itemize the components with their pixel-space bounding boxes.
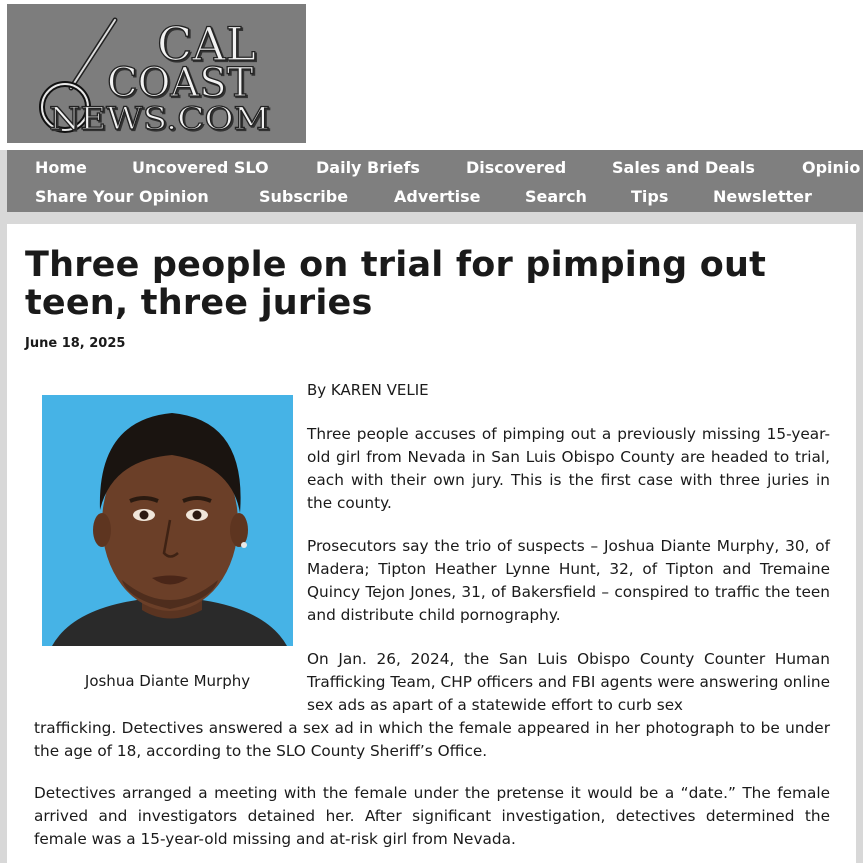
nav-home[interactable]: Home [35,158,87,177]
logo-line1: CAL [157,17,256,71]
nav-discovered[interactable]: Discovered [466,158,567,177]
article-paragraph: trafficking. Detectives answered a sex ad in which the female appeared in her photograph to be under the age of 18, according to the SLO County Sheriff’s Office. [34,719,830,760]
nav-advertise[interactable]: Advertise [394,187,481,206]
mugshot-image [42,395,293,646]
site-logo[interactable] [7,4,306,143]
nav-subscribe[interactable]: Subscribe [259,187,349,206]
photo-caption: Joshua Diante Murphy [84,672,251,690]
top-margin [0,0,7,146]
nav-uncovered-slo[interactable]: Uncovered SLO [132,158,269,177]
article-paragraph: Three people accuses of pimping out a previously missing 15-year-old girl from Nevada in San Luis Obispo County are headed to trial, each with their own jury. This is the first case with three juries in the county. [307,425,830,512]
logo-line2: COAST [107,60,254,106]
article-paragraph: Prosecutors say the trio of suspects – Joshua Diante Murphy, 30, of Madera; Tipton Heather Lynne Hunt, 32, of Tipton and Tremaine Quincy Tejon Jones, 31, of Bakersfield – conspired to traffic the teen and distribute child pornography. [307,537,830,624]
nav-tips[interactable]: Tips [631,187,669,206]
nav-newsletter[interactable]: Newsletter [713,187,812,206]
nav-share-your-opinion[interactable]: Share Your Opinion [35,187,209,206]
article-paragraph: Detectives arranged a meeting with the female under the pretense it would be a “date.” The female arrived and investigators detained her. After significant investigation, detectives determined the female was a 15-year-old missing and at-risk girl from Nevada. [34,784,830,848]
nav-daily-briefs[interactable]: Daily Briefs [316,158,420,177]
article [7,224,856,863]
nav-search[interactable]: Search [525,187,587,206]
article-headline: Three people on trial for pimping out teen, three juries [25,245,766,323]
main-nav [7,150,863,212]
article-byline: By KAREN VELIE [307,381,429,399]
nav-sales-and-deals[interactable]: Sales and Deals [612,158,755,177]
logo-line3: NEWS.COM [49,101,270,137]
logo-graphic [7,4,306,143]
header-gap [0,143,863,150]
header-blank [306,0,863,146]
nav-opinion[interactable]: Opinio [802,158,861,177]
suspect-photo[interactable] [42,395,293,646]
article-date: June 18, 2025 [25,336,126,351]
article-paragraph: On Jan. 26, 2024, the San Luis Obispo County Counter Human Trafficking Team, CHP officers and FBI agents were answering online sex ads as apart of a statewide effort to curb sex [307,650,830,714]
